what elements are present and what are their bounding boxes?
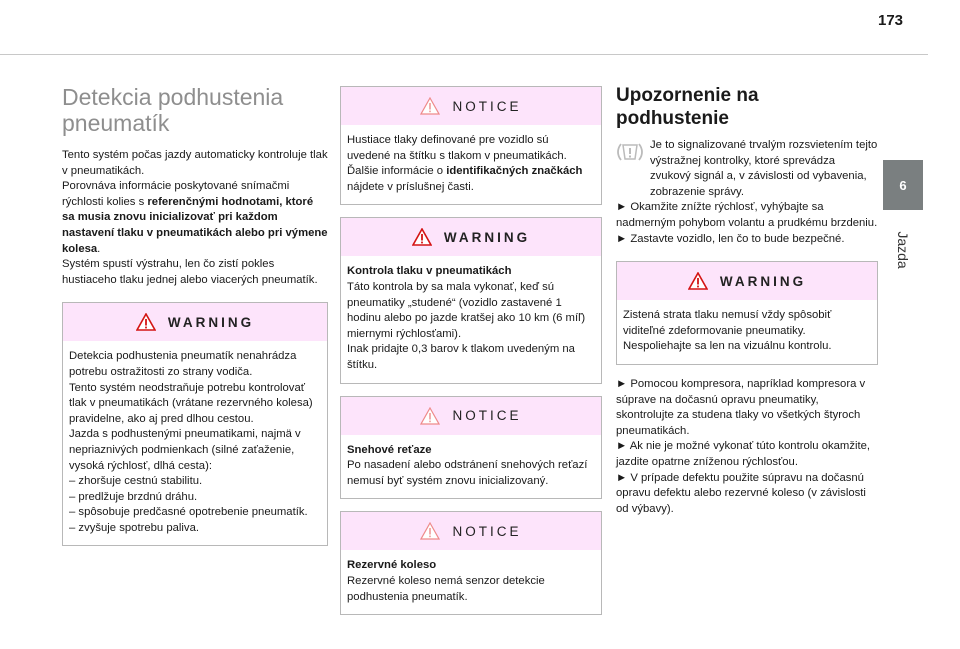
step-item: ► Pomocou kompresora, napríklad kompresora v súprave na dočasnú opravu pneumatiky, skontrolujte za studena tlaky vo všetkých štyroch pneumatikách. bbox=[616, 377, 866, 437]
intro-paragraph bbox=[62, 148, 328, 288]
notice-text-1: Hustiace tlaky definované pre vozidlo sú uvedené na štítku s tlakom v pneumatikách. bbox=[347, 134, 567, 162]
warning-box-body bbox=[617, 300, 877, 364]
section-title-detection bbox=[62, 84, 328, 136]
warning-line: – zhoršuje cestnú stabilitu. bbox=[69, 475, 203, 488]
notice-text: Po nasadení alebo odstránení snehových reťazí nemusí byť systém znovu inicializovaný. bbox=[347, 459, 588, 487]
column-2 bbox=[340, 84, 602, 627]
warning-line: Tento systém neodstraňuje potrebu kontrolovať tlak v pneumatikách (vrátane rezervného kolesa) pravidelne, ako aj pred dlhou cestou. bbox=[69, 381, 313, 425]
warning-triangle-icon bbox=[412, 228, 432, 246]
notice-box-title: NOTICE bbox=[452, 408, 522, 424]
title-line-2: pneumatík bbox=[62, 110, 170, 136]
notice-text: Rezervné koleso nemá senzor detekcie podhustenia pneumatík. bbox=[347, 574, 545, 603]
notice-box-snow-chains bbox=[340, 396, 602, 500]
column-1 bbox=[62, 84, 328, 558]
step-item: ► V prípade defektu použite súpravu na dočasnú opravu defektu alebo rezervné koleso (v závislosti od výbavy). bbox=[616, 471, 866, 515]
notice-box-body bbox=[341, 550, 601, 614]
alert-paragraph bbox=[616, 138, 878, 247]
intro-text-3: Systém spustí výstrahu, len čo zistí pokles hustiaceho tlaku jednej alebo viacerých pneumatík. bbox=[62, 258, 318, 286]
title-line-1: Upozornenie na bbox=[616, 85, 759, 106]
warning-box-body bbox=[341, 256, 601, 382]
warning-box-detection bbox=[62, 302, 328, 546]
chapter-tab[interactable]: 6 bbox=[883, 160, 923, 210]
notice-box-pressures bbox=[340, 86, 602, 205]
alert-step: ► Okamžite znížte rýchlosť, vyhýbajte sa nadmerným pohybom volantu a prudkému brzdeniu. bbox=[616, 201, 878, 229]
warning-box-title: WARNING bbox=[719, 273, 807, 289]
notice-triangle-icon bbox=[420, 522, 440, 540]
tyre-pressure-warning-icon bbox=[616, 140, 644, 164]
intro-text-2 bbox=[62, 179, 328, 257]
notice-box-header bbox=[341, 397, 601, 435]
notice-box-spare-wheel bbox=[340, 511, 602, 615]
title-line-1: Detekcia podhustenia bbox=[62, 84, 284, 110]
notice-box-header bbox=[341, 87, 601, 125]
notice-box-body bbox=[341, 125, 601, 204]
warning-line: – spôsobuje predčasné opotrebenie pneumatík. bbox=[69, 506, 308, 519]
warning-line: – predlžuje brzdnú dráhu. bbox=[69, 490, 198, 503]
notice-text-2-bold: identifikačných značkách bbox=[446, 165, 583, 178]
chapter-label-wrap bbox=[886, 215, 920, 285]
intro-text-1: Tento systém počas jazdy automaticky kontroluje tlak v pneumatikách. bbox=[62, 149, 328, 177]
warning-heading: Kontrola tlaku v pneumatikách bbox=[347, 265, 512, 278]
intro-text-2a: Porovnáva informácie poskytované snímačmi rýchlosti kolies s bbox=[62, 180, 290, 208]
chapter-label: Jazda bbox=[895, 231, 911, 269]
notice-text-2 bbox=[347, 164, 595, 195]
warning-triangle-icon bbox=[688, 272, 708, 290]
warning-line: Jazda s podhustenými pneumatikami, najmä v nepriaznivých podmienkach (silné zaťaženie, vysoká rýchlosť, dlhá cesta): bbox=[69, 428, 301, 472]
column-3 bbox=[616, 84, 878, 517]
page-number: 173 bbox=[878, 12, 904, 29]
header-divider bbox=[0, 54, 928, 55]
notice-box-header bbox=[341, 512, 601, 550]
intro-text-2-end: . bbox=[97, 242, 101, 255]
notice-box-body bbox=[341, 435, 601, 499]
warning-line: – zvyšuje spotrebu paliva. bbox=[69, 521, 199, 534]
intro-text-2-bold: referenčnými hodnotami, ktoré sa musia znovu inicializovať pri každom nastavení tlaku v pneumatikách alebo pri výmene kolesa bbox=[62, 195, 328, 255]
warning-box-header bbox=[617, 262, 877, 300]
notice-box-title: NOTICE bbox=[452, 523, 522, 539]
steps-paragraph bbox=[616, 377, 878, 517]
warning-box-pressure-check bbox=[340, 217, 602, 383]
notice-triangle-icon bbox=[420, 97, 440, 115]
warning-box-deformation bbox=[616, 261, 878, 365]
alert-text: Je to signalizované trvalým rozsvietením tejto výstražnej kontrolky, ktoré sprevádza zvukový signál a, v závislosti od vybavenia, zobrazenie správy. bbox=[650, 139, 878, 198]
section-title-alert bbox=[616, 84, 878, 130]
notice-text-2-end: nájdete v príslušnej časti. bbox=[347, 180, 474, 193]
warning-box-header bbox=[341, 218, 601, 256]
warning-box-header bbox=[63, 303, 327, 341]
notice-triangle-icon bbox=[420, 407, 440, 425]
warning-triangle-icon bbox=[136, 313, 156, 331]
title-line-2: podhustenie bbox=[616, 108, 729, 129]
warning-box-body bbox=[63, 341, 327, 545]
notice-text-2a: Ďalšie informácie o bbox=[347, 165, 447, 178]
alert-text-with-icon bbox=[616, 138, 878, 200]
warning-text: Zistená strata tlaku nemusí vždy spôsobiť viditeľné zdeformovanie pneumatiky. Nespoliehajte sa len na vizuálnu kontrolu. bbox=[623, 309, 832, 353]
warning-line: Detekcia podhustenia pneumatík nenahrádza potrebu ostražitosti zo strany vodiča. bbox=[69, 350, 297, 378]
warning-box-title: WARNING bbox=[167, 314, 255, 330]
notice-heading: Snehové reťaze bbox=[347, 443, 432, 456]
notice-box-title: NOTICE bbox=[452, 98, 522, 114]
step-item: ► Ak nie je možné vykonať túto kontrolu okamžite, jazdite opatrne zníženou rýchlosťou. bbox=[616, 440, 871, 468]
alert-step: ► Zastavte vozidlo, len čo to bude bezpečné. bbox=[616, 232, 845, 245]
notice-heading: Rezervné koleso bbox=[347, 559, 437, 572]
warning-box-title: WARNING bbox=[443, 229, 531, 245]
warning-text-1: Táto kontrola by sa mala vykonať, keď sú pneumatiky „studené“ (vozidlo zastavené 1 hodinu alebo po jazde kratšej ako 10 km (6 míľ) miernymi rýchlosťami). bbox=[347, 280, 586, 340]
warning-text-2: Inak pridajte 0,3 barov k tlakom uvedeným na štítku. bbox=[347, 343, 575, 371]
